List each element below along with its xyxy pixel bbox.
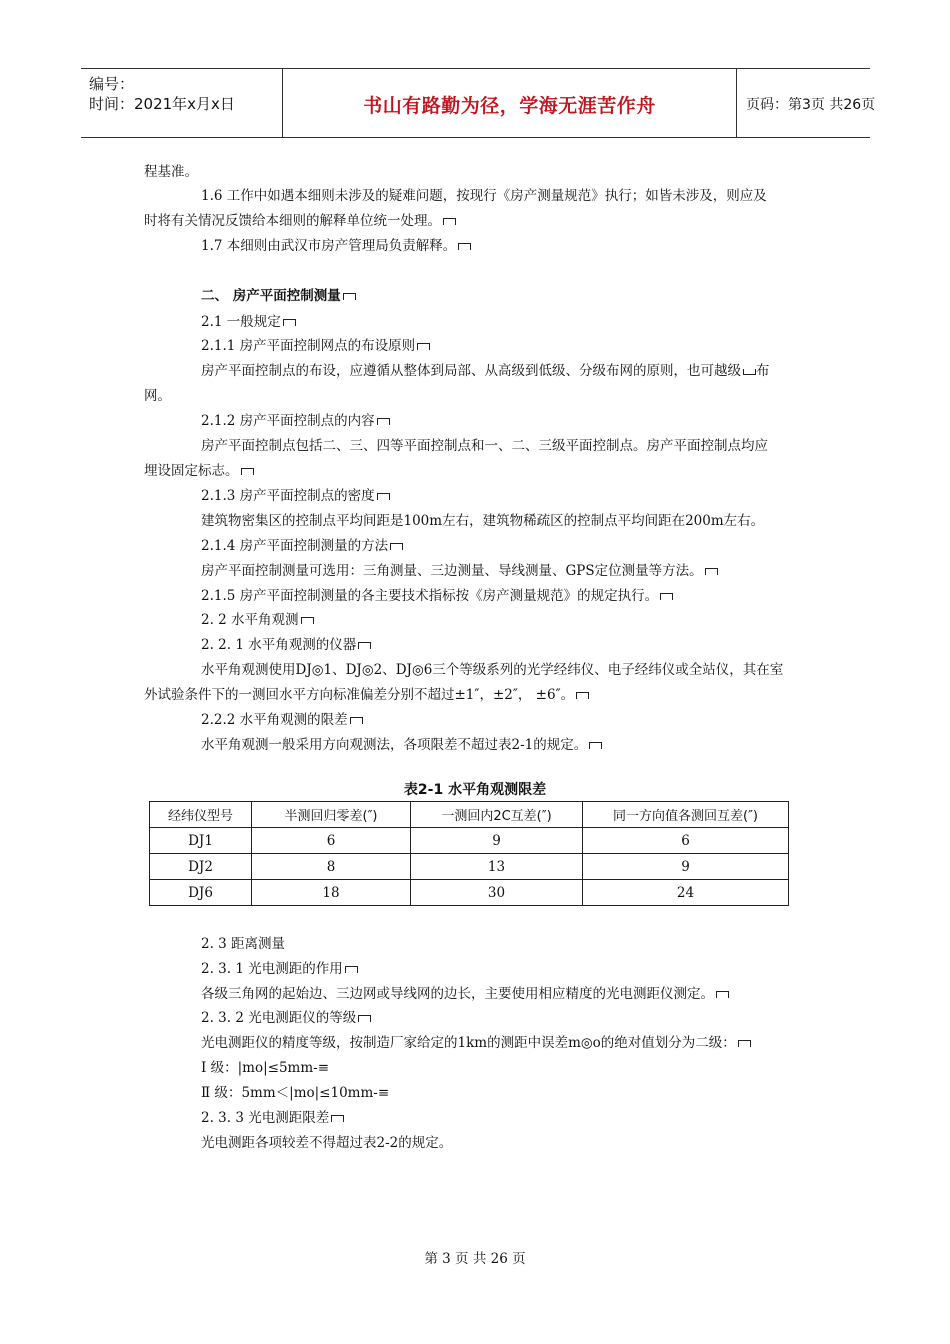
return-mark-icon xyxy=(345,966,358,973)
page-footer: 第 3 页 共 26 页 xyxy=(424,1251,526,1267)
time-label: 时间：2021年x月x日 xyxy=(89,95,235,113)
text-line: Ⅱ 级：5mm＜|mo|≤10mm-≡ xyxy=(201,1085,390,1101)
text-line: 房产平面控制测量可选用：三角测量、三边测量、导线测量、GPS定位测量等方法。 xyxy=(201,561,718,581)
header-motto-cell xyxy=(282,69,737,137)
table-cell: 6 xyxy=(583,828,789,854)
return-mark-icon xyxy=(283,319,296,326)
text-line: 2. 3. 3 光电测距限差 xyxy=(201,1108,344,1128)
page-header xyxy=(81,68,876,138)
text-line: 2. 3. 1 光电测距的作用 xyxy=(201,959,358,979)
table-header-cell: 半测回归零差(″) xyxy=(252,802,411,828)
text-line: 2.1.4 房产平面控制测量的方法 xyxy=(201,536,403,556)
return-mark-icon xyxy=(377,418,390,425)
header-meta-cell xyxy=(81,69,282,137)
table-row xyxy=(150,880,789,906)
text-line: 网。 xyxy=(144,388,171,404)
number-label: 编号： xyxy=(89,75,135,93)
table-row xyxy=(150,854,789,880)
return-mark-icon xyxy=(241,468,254,475)
text-line: 埋设固定标志。 xyxy=(144,461,254,481)
table-row xyxy=(150,828,789,854)
text-line: 2.1 一般规定 xyxy=(201,312,296,332)
text-line: 时将有关情况反馈给本细则的解释单位统一处理。 xyxy=(144,211,456,231)
return-mark-icon xyxy=(443,218,456,225)
table-header-row xyxy=(150,802,789,828)
table-header-cell: 同一方向值各测回互差(″) xyxy=(583,802,789,828)
text-line: 2. 2. 1 水平角观测的仪器 xyxy=(201,635,371,655)
text-line: 水平角观测使用DJ◎1、DJ◎2、DJ◎6三个等级系列的光学经纬仪、电子经纬仪或全站仪，其在室 xyxy=(201,662,784,678)
text-line: 2.1.1 房产平面控制网点的布设原则 xyxy=(201,336,430,356)
return-mark-icon xyxy=(331,1115,344,1122)
text-line: 水平角观测一般采用方向观测法，各项限差不超过表2-1的规定。 xyxy=(201,735,602,755)
table-cell: 13 xyxy=(411,854,583,880)
text-line: 2.1.3 房产平面控制点的密度 xyxy=(201,486,390,506)
page-indicator: 页码：第3页 共26页 xyxy=(746,97,876,113)
text-line: 2.1.2 房产平面控制点的内容 xyxy=(201,411,390,431)
return-mark-icon xyxy=(458,243,471,250)
return-mark-icon xyxy=(358,1015,371,1022)
header-page-cell xyxy=(736,69,876,137)
text-line: 1.6 工作中如遇本细则未涉及的疑难问题，按现行《房产测量规范》执行；如皆未涉及，则应及 xyxy=(201,188,767,204)
text-line: 房产平面控制点的布设，应遵循从整体到局部、从高级到低级、分级布网的原则，也可越级 布 xyxy=(201,363,770,379)
table-header-cell: 经纬仪型号 xyxy=(150,802,252,828)
return-mark-icon xyxy=(417,343,430,350)
table-cell: 24 xyxy=(583,880,789,906)
return-mark-icon xyxy=(716,991,729,998)
text-line: 光电测距各项较差不得超过表2-2的规定。 xyxy=(201,1135,453,1151)
text-line: 程基准。 xyxy=(144,164,198,180)
table-cell: 9 xyxy=(583,854,789,880)
text-line: 各级三角网的起始边、三边网或导线网的边长，主要使用相应精度的光电测距仪测定。 xyxy=(201,984,729,1004)
motto: 书山有路勤为径，学海无涯苦作舟 xyxy=(363,95,656,117)
table-header-cell: 一测回内2C互差(″) xyxy=(411,802,583,828)
table-cell: DJ2 xyxy=(150,854,252,880)
return-mark-icon xyxy=(705,568,718,575)
text-line: 2.2.2 水平角观测的限差 xyxy=(201,710,363,730)
return-mark-icon xyxy=(743,369,756,375)
table-cell: DJ1 xyxy=(150,828,252,854)
text-line: 外试验条件下的一测回水平方向标准偏差分别不超过±1″，±2″， ±6″。 xyxy=(144,685,589,705)
return-mark-icon xyxy=(738,1040,751,1047)
table-cell: 18 xyxy=(252,880,411,906)
return-mark-icon xyxy=(301,617,314,624)
return-mark-icon xyxy=(576,692,589,699)
table-caption: 表2-1 水平角观测限差 xyxy=(403,782,547,798)
table-cell: 6 xyxy=(252,828,411,854)
text-line: 光电测距仪的精度等级，按制造厂家给定的1km的测距中误差m◎o的绝对值划分为二级： xyxy=(201,1033,751,1053)
return-mark-icon xyxy=(343,293,356,300)
return-mark-icon xyxy=(350,717,363,724)
return-mark-icon xyxy=(660,593,673,600)
text-line: 房产平面控制点包括二、三、四等平面控制点和一、二、三级平面控制点。房产平面控制点均应 xyxy=(201,438,768,454)
limits-table xyxy=(149,801,789,906)
text-line: Ⅰ 级：|mo|≤5mm-≡ xyxy=(201,1060,330,1076)
return-mark-icon xyxy=(358,642,371,649)
text-line: 2.1.5 房产平面控制测量的各主要技术指标按《房产测量规范》的规定执行。 xyxy=(201,586,673,606)
section-heading: 二、 房产平面控制测量 xyxy=(201,286,356,306)
table-cell: DJ6 xyxy=(150,880,252,906)
text-line: 1.7 本细则由武汉市房产管理局负责解释。 xyxy=(201,236,471,256)
text-line: 建筑物密集区的控制点平均间距是100m左右，建筑物稀疏区的控制点平均间距在200m左右。 xyxy=(201,513,765,529)
return-mark-icon xyxy=(390,543,403,550)
return-mark-icon xyxy=(589,742,602,749)
table-cell: 9 xyxy=(411,828,583,854)
text-line: 2. 3 距离测量 xyxy=(201,936,286,952)
return-mark-icon xyxy=(377,493,390,500)
table-cell: 8 xyxy=(252,854,411,880)
table-cell: 30 xyxy=(411,880,583,906)
text-line: 2. 2 水平角观测 xyxy=(201,610,314,630)
text-line: 2. 3. 2 光电测距仪的等级 xyxy=(201,1008,371,1028)
